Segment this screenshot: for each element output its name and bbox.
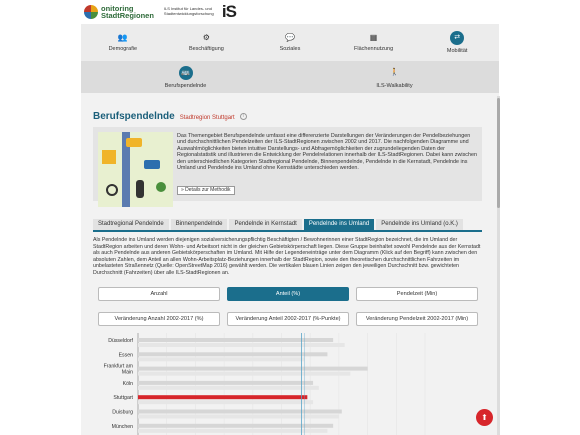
arrows-icon: ⇄ <box>450 31 464 45</box>
category-tabs <box>93 219 482 232</box>
bar-secondary-köln[interactable] <box>138 386 319 390</box>
metric-button-0-1[interactable]: Anteil (%) <box>227 287 349 301</box>
tab-3[interactable]: Pendelnde ins Umland <box>304 219 374 230</box>
subnav-item-label: Berufspendelnde <box>164 82 207 89</box>
nav-item-4[interactable] <box>415 24 499 61</box>
nav-item-3[interactable] <box>332 24 416 61</box>
nav-item-2[interactable] <box>248 24 332 61</box>
car-icon <box>126 138 142 147</box>
bar-essen[interactable] <box>138 352 327 356</box>
bar-secondary-essen[interactable] <box>138 357 304 361</box>
commuter-bar-chart <box>93 333 485 435</box>
category-label: Frankfurt am <box>103 363 133 370</box>
subnav-item-1[interactable] <box>290 61 499 93</box>
category-label: Essen <box>118 352 133 359</box>
nav-item-1[interactable] <box>165 24 249 61</box>
bar-köln[interactable] <box>138 381 313 385</box>
category-label: Duisburg <box>112 409 133 416</box>
scrollbar[interactable] <box>497 96 500 435</box>
walk-icon: 🚶 <box>390 68 399 76</box>
ils-logo-subtitle: ILS Institut für Landes- und Stadtentwicklungsforschung <box>163 6 214 16</box>
subnav-item-label: ILS-Walkability <box>376 82 413 89</box>
bar-münchen[interactable] <box>138 424 333 428</box>
category-description: Als Pendelnde ins Umland werden diejenigen sozialversicherungspflichtig Beschäftigten / Bewohnerinnen einer StadtRegion bezeichnet, die im Umland der StadtRegion arbeiten und deren Wohn- und Arbeitsort nicht in der gleichen Gebietskörperschaft liegen. Diese Gruppe beinhaltet sowohl Pendelnde aus der Kernstadt als auch Pendelnde aus anderen Gebietskörperschaften im Umland. Mit Hilfe der Legendeneinträge unter dem Diagramm (Klick auf den Begriff) kann zwischen den absoluten Zahlen, dem Anteil an allen Wohn-Arbeitsplatz-Beziehungen innerhalb der StadtRegion, sowie den theoretischen durchschnittlichen Fahrzeiten im unbelasteten Straßennetz (Quelle: OpenStreetMap 2016) gewählt werden. Die vertikalen blauen Linien zeigen den jeweiligen Durchschnitt bzw. gewichteten Durchschnitt (Fahrzeiten) über alle ILS-StadtRegionen an. <box>93 237 481 276</box>
metric-button-0-0[interactable]: Anzahl <box>98 287 220 301</box>
logo-mark-icon <box>84 5 98 19</box>
bus-icon: 🚌 <box>179 66 193 80</box>
metric-button-1-0[interactable]: Veränderung Anzahl 2002-2017 (%) <box>98 312 220 326</box>
people-icon: 👥 <box>117 33 128 42</box>
tab-1[interactable]: Binnenpendelnde <box>171 219 228 230</box>
house-icon <box>102 150 116 164</box>
bar-düsseldorf[interactable] <box>138 338 333 342</box>
ils-logo[interactable] <box>164 2 236 22</box>
bar-secondary-duisburg[interactable] <box>138 415 339 419</box>
tab-0[interactable]: Stadtregional Pendelnde <box>93 219 169 230</box>
chat-icon: 💬 <box>285 33 295 42</box>
category-label: Main <box>121 369 133 376</box>
category-label: München <box>111 423 133 430</box>
category-label: Stuttgart <box>113 395 133 402</box>
scrollbar-thumb[interactable] <box>497 98 500 208</box>
nav-item-label: Beschäftigung <box>188 46 224 52</box>
category-label: Köln <box>122 380 133 387</box>
metric-button-1-1[interactable]: Veränderung Anteil 2002-2017 (%-Punkte) <box>227 312 349 326</box>
secondary-nav <box>81 61 499 93</box>
bar-stuttgart[interactable] <box>138 395 307 399</box>
subnav-item-0[interactable] <box>81 61 290 93</box>
tab-4[interactable]: Pendelnde ins Umland (o.K.) <box>376 219 463 230</box>
tree-icon <box>156 182 166 192</box>
person-icon <box>136 180 144 198</box>
nav-item-label: Flächennutzung <box>354 46 394 52</box>
gear-icon: ⚙ <box>202 33 210 42</box>
commuting-illustration <box>98 132 173 207</box>
site-header <box>0 0 580 24</box>
category-label: Düsseldorf <box>108 338 133 344</box>
region-label[interactable]: Stadtregion Stuttgart <box>179 115 235 121</box>
methodik-button[interactable]: » Details zur Methodik <box>177 186 235 195</box>
page-title-row <box>93 111 247 122</box>
grid-icon: ▦ <box>369 33 378 42</box>
metric-button-1-2[interactable]: Veränderung Pendelzeit 2002-2017 (Min) <box>356 312 478 326</box>
intro-text: Das Themengebiet Berufspendelnde umfasst eine differenzierte Darstellungen der Veränderungen der Pendelbeziehungen und durchschnittlichen Pendelzeiten der ILS-StadtRegionen zwischen 2002 und 2017. Die nachfolgenden Diagramme und Auswahlmöglichkeiten bieten intuitive Darstellungs- und Abfragemöglichkeiten der zugrundeliegenden Daten der Regionalstatistik und illustrieren die Entwicklung der Pendelrelationen innerhalb der ILS-StadtRegionen. Dabei kann zwischen den unterschiedlichen Kategorien Stadtregional Pendelnde, Binnenpendelnde, Pendelnde in die Kernstadt, Pendelnde ins Umland und Pendelnde ins Umland ohne Kernstädte unterschieden werden. <box>177 133 477 172</box>
tab-2[interactable]: Pendelnde in Kernstadt <box>229 219 301 230</box>
page-title: Berufspendelnde <box>93 111 175 122</box>
upload-button[interactable] <box>476 409 493 426</box>
bar-secondary-stuttgart[interactable] <box>138 400 313 404</box>
nav-item-label: Demografie <box>108 46 138 52</box>
logo-text: onitoring StadtRegionen <box>101 4 154 20</box>
primary-nav <box>81 24 499 61</box>
car-icon <box>144 160 160 169</box>
nav-item-0[interactable] <box>81 24 165 61</box>
bike-icon <box>106 184 118 196</box>
ils-logo-mark: iS <box>221 2 236 21</box>
upload-icon: ⬆ <box>481 413 488 422</box>
bar-frankfurt-am-main[interactable] <box>138 367 368 371</box>
metric-button-0-2[interactable]: Pendelzeit (Min) <box>356 287 478 301</box>
monitoring-logo[interactable] <box>84 5 154 19</box>
nav-item-label: Soziales <box>279 46 301 52</box>
bar-secondary-münchen[interactable] <box>138 429 327 433</box>
bar-secondary-frankfurt-am-main[interactable] <box>138 372 350 376</box>
info-icon[interactable]: i <box>240 113 247 120</box>
nav-item-label: Mobilität <box>446 48 468 54</box>
bar-secondary-düsseldorf[interactable] <box>138 343 345 347</box>
bar-duisburg[interactable] <box>138 410 342 414</box>
